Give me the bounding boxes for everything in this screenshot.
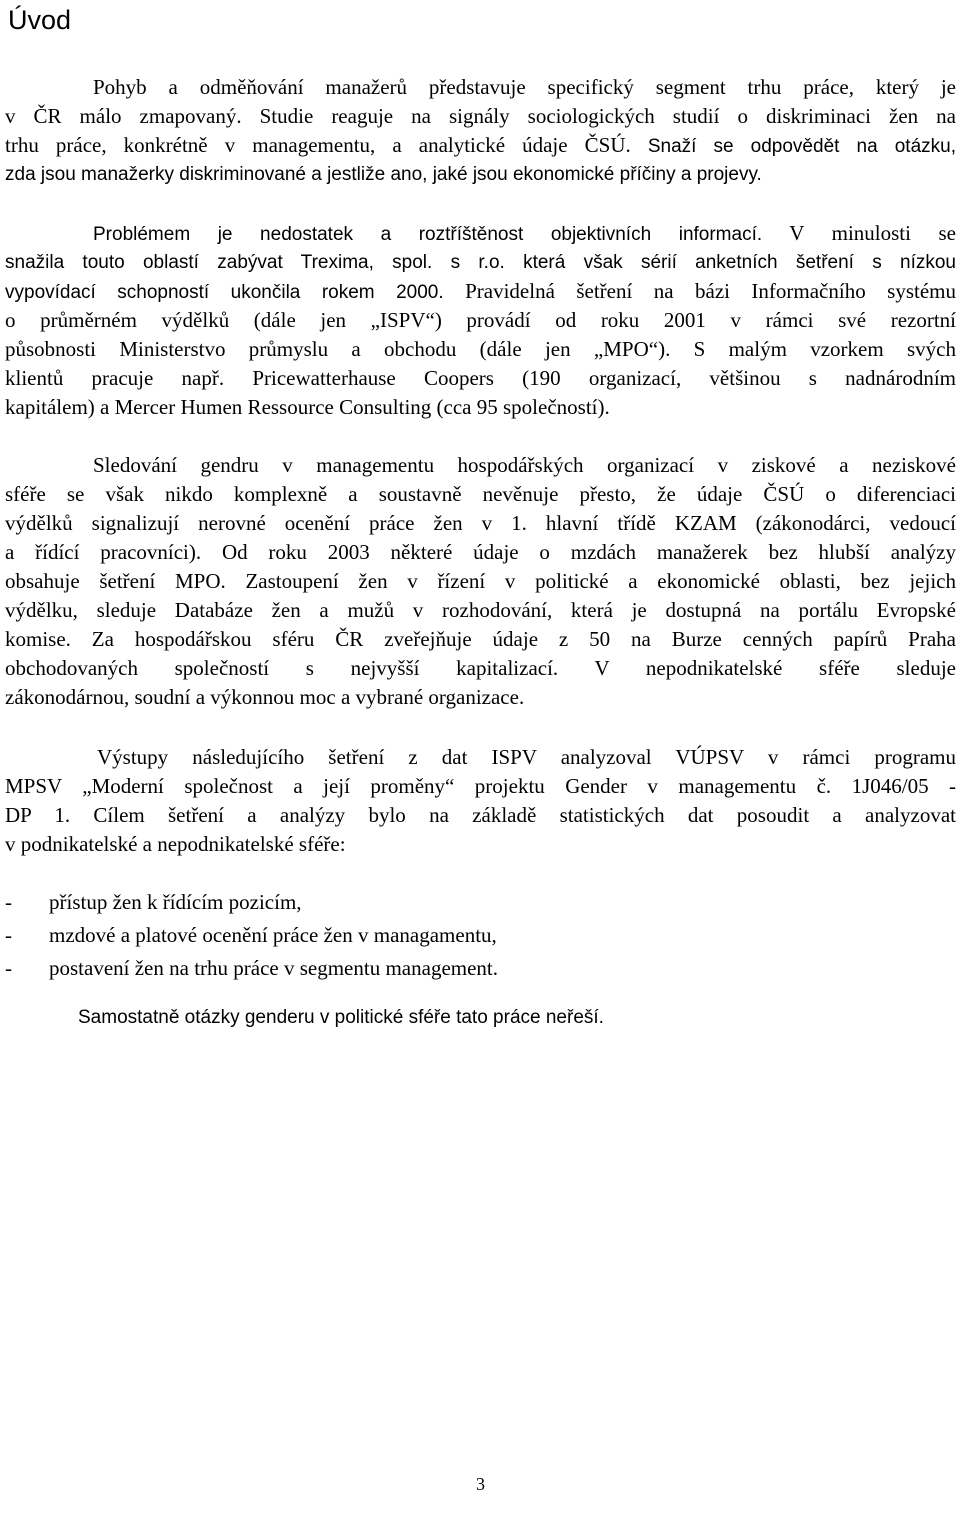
- paragraph-line: v podnikatelské a nepodnikatelské sféře:: [5, 832, 346, 856]
- list-marker: -: [5, 923, 12, 947]
- intro-paragraph: [5, 73, 956, 189]
- gender-management-paragraph: [5, 451, 956, 712]
- paragraph-line: v ČR málo zmapovaný. Studie reaguje na signály sociologických studií o diskriminaci žen na: [5, 104, 956, 128]
- paragraph-line: obchodovaných společností s nejvyšší kapitalizací. V nepodnikatelské sféře sleduje: [5, 656, 956, 680]
- list-item: [5, 952, 705, 985]
- paragraph-line: výdělků signalizují nerovné ocenění práce žen v 1. hlavní třídě KZAM (zákonodárci, vedoucí: [5, 511, 956, 535]
- paragraph-line: výdělku, sleduje Databáze žen a mužů v rozhodování, která je dostupná na portálu Evropské: [5, 598, 956, 622]
- list-item: [5, 919, 705, 952]
- paragraph-line-part: Problémem je nedostatek a roztříštěnost objektivních informací.: [93, 224, 763, 245]
- paragraph-line: DP 1. Cílem šetření a analýzy bylo na základě statistických dat posoudit a analyzovat: [5, 803, 956, 827]
- paragraph-line: [5, 219, 956, 248]
- paragraph-line: Pohyb a odměňování manažerů představuje specifický segment trhu práce, který je: [93, 75, 956, 99]
- closing-note: Samostatně otázky genderu v politické sféře tato práce neřeší.: [78, 1007, 604, 1028]
- paragraph-line: kapitálem) a Mercer Humen Ressource Consulting (cca 95 společností).: [5, 395, 610, 419]
- list-item-text: přístup žen k řídícím pozicím,: [49, 890, 302, 914]
- paragraph-line: o průměrném výdělků (dále jen „ISPV“) provádí od roku 2001 v rámci své rezortní: [5, 308, 956, 332]
- paragraph-line: Výstupy následujícího šetření z dat ISPV analyzoval VÚPSV v rámci programu: [97, 745, 956, 769]
- page-title: Úvod: [8, 5, 72, 35]
- paragraph-line-part: vypovídací schopností ukončila rokem 2000.: [5, 282, 444, 303]
- research-paragraph: [5, 743, 956, 859]
- paragraph-line-part: Pravidelná šetření na bázi Informačního systému: [443, 279, 956, 303]
- paragraph-line: Sledování gendru v managementu hospodářských organizací v ziskové a neziskové: [93, 453, 956, 477]
- list-item-text: postavení žen na trhu práce v segmentu management.: [49, 956, 498, 980]
- paragraph-line-part: trhu práce, konkrétně v managementu, a analytické údaje ČSÚ.: [5, 133, 631, 157]
- list-marker: -: [5, 956, 12, 980]
- page-number: 3: [476, 1474, 485, 1494]
- paragraph-line: [5, 131, 956, 160]
- paragraph-line-part: V minulosti se: [762, 221, 956, 245]
- paragraph-line: zákonodárnou, soudní a výkonnou moc a vybrané organizace.: [5, 685, 525, 709]
- list-marker: -: [5, 890, 12, 914]
- paragraph-line: komise. Za hospodářskou sféru ČR zveřejňuje údaje z 50 na Burze cenných papírů Praha: [5, 627, 956, 651]
- paragraph-line: působnosti Ministerstvo průmyslu a obchodu (dále jen „MPO“). S malým vzorkem svých: [5, 337, 956, 361]
- paragraph-line: klientů pracuje např. Pricewatterhause Coopers (190 organizací, většinou s nadnárodním: [5, 366, 956, 390]
- problem-paragraph: [5, 219, 956, 422]
- paragraph-line: snažila touto oblastí zabývat Trexima, spol. s r.o. která však sérií anketních šetření s nízkou: [5, 252, 956, 273]
- paragraph-line: zda jsou manažerky diskriminované a jestliže ano, jaké jsou ekonomické příčiny a projevy.: [5, 164, 762, 185]
- paragraph-line: MPSV „Moderní společnost a její proměny“ projektu Gender v managementu č. 1J046/05 -: [5, 774, 956, 798]
- paragraph-line: sféře se však nikdo komplexně a soustavně nevěnuje přesto, že údaje ČSÚ o diferenciaci: [5, 482, 956, 506]
- list-item-text: mzdové a platové ocenění práce žen v managamentu,: [49, 923, 497, 947]
- paragraph-line: [5, 277, 956, 306]
- paragraph-line: a řídící pracovníci). Od roku 2003 některé údaje o mzdách manažerek bez hlubší analýzy: [5, 540, 956, 564]
- paragraph-line-part: Snaží se odpovědět na otázku,: [630, 136, 956, 157]
- topic-list: [5, 886, 705, 985]
- paragraph-line: obsahuje šetření MPO. Zastoupení žen v řízení v politické a ekonomické oblasti, bez jejich: [5, 569, 956, 593]
- list-item: [5, 886, 705, 919]
